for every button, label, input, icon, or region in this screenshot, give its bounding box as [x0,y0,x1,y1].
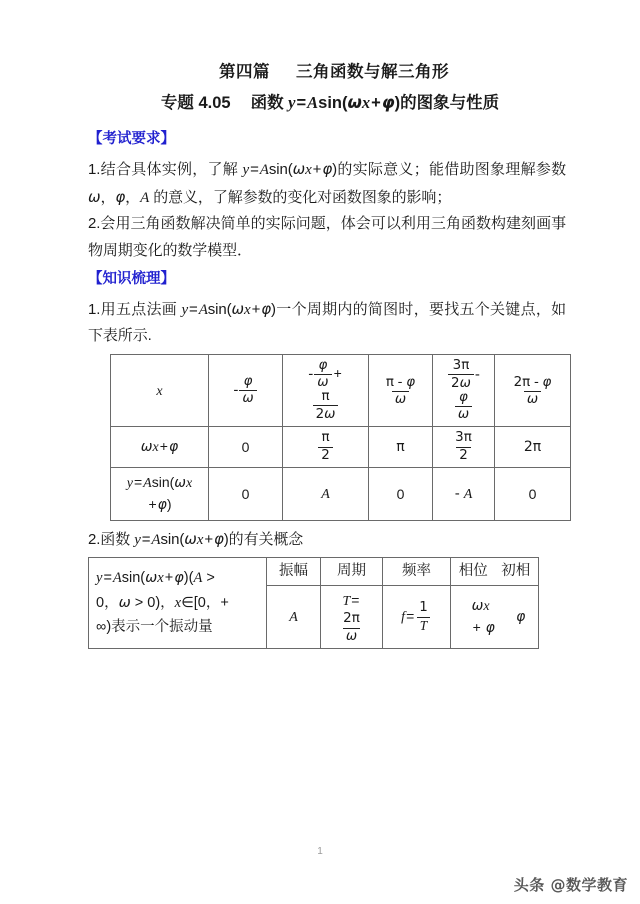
cell-x-1: - $\frac{\varphi}{\omega}$ [209,355,283,427]
cell-x-3: $\frac{\pi - \varphi}{\omega}$ [369,355,433,427]
subtitle-prefix: 专题 4.05 [160,94,231,113]
cell-wxphi-4: $\frac{3\pi}{2}$ [433,427,495,467]
row-label-wx-phi: ωx+φ [111,427,209,467]
header-phase: 相位 [458,563,488,580]
cell-y-2: A [283,467,369,520]
exam-requirement-item-2: 2.会用三角函数解决简单的实际问题，体会可以利用三角函数构建刻画事物周期变化的数学模型． [88,215,566,259]
watermark: 头条 @数学教育 [513,876,628,894]
page-number: 1 [317,846,323,857]
value-initial-phase: φ [516,609,526,626]
cell-wxphi-3: π [369,427,433,467]
knowledge-item-2-intro: 2.函数 y=Asin(ωx+φ)的有关概念 [88,529,304,548]
header-period: 周期 [321,558,383,586]
cell-wxphi-5: 2π [495,427,571,467]
exam-requirements-heading: 【考试要求】 [88,130,175,147]
concepts-definition-cell [89,558,267,648]
header-amplitude: 振幅 [267,558,321,586]
cell-y-4: - A [433,467,495,520]
table-row [89,558,539,586]
row-label-x: x [111,355,209,427]
cell-y-3: 0 [369,467,433,520]
table-row [111,427,571,467]
definition-line-1: y=Asin(ωx+φ)(A > [96,569,215,586]
table-row [111,355,571,427]
header-initial-phase: 初相 [501,563,531,580]
five-points-table [110,354,571,521]
value-period: T= $\frac{2\pi}{\omega}$ [321,586,383,648]
knowledge-item-1-intro: 1.用五点法画 y=Asin(ωx+φ)一个周期内的简图时，要找五个关键点，如下表所示. [88,299,566,345]
value-frequency: f= $\frac{1}{T}$ [383,586,451,648]
main-title-part: 第四篇 [219,63,270,81]
cell-x-2: - $\frac{\varphi}{\omega}$ + $\frac{\pi}{2\omega}$ [283,355,369,427]
header-frequency: 频率 [383,558,451,586]
subtitle-rest: 函数 y=Asin(ωx+φ)的图象与性质 [250,93,500,113]
cell-y-1: 0 [209,467,283,520]
table-row [111,467,571,520]
cell-x-4: $\frac{3\pi}{2\omega}$ - $\frac{\varphi}{\omega}$ [433,355,495,427]
row-label-y: y=Asin(ωx +φ) [111,467,209,520]
cell-y-5: 0 [495,467,571,520]
document-main-title [88,62,566,83]
value-phase-group [451,586,539,648]
exam-requirement-item-1: 1.结合具体实例，了解 y=Asin(ωx+φ)的实际意义；能借助图象理解参数ω，φ，A 的意义，了解参数的变化对函数图象的影响； [88,159,566,206]
cell-x-5: $\frac{2\pi - \varphi}{\omega}$ [495,355,571,427]
cell-wxphi-1: 0 [209,427,283,467]
document-content [88,62,566,649]
knowledge-review-heading: 【知识梳理】 [88,270,175,287]
value-amplitude: A [267,586,321,648]
concepts-table [88,557,539,648]
value-phase: ωx + φ [471,598,495,636]
main-title-rest: 三角函数与解三角形 [296,63,449,81]
definition-line-3: ∞)表示一个振动量 [96,619,213,636]
definition-line-2: 0，ω > 0)，x∈[0，+ [96,594,229,611]
cell-wxphi-2: $\frac{\pi}{2}$ [283,427,369,467]
document-subtitle [88,92,566,114]
header-phase-group [451,558,539,586]
